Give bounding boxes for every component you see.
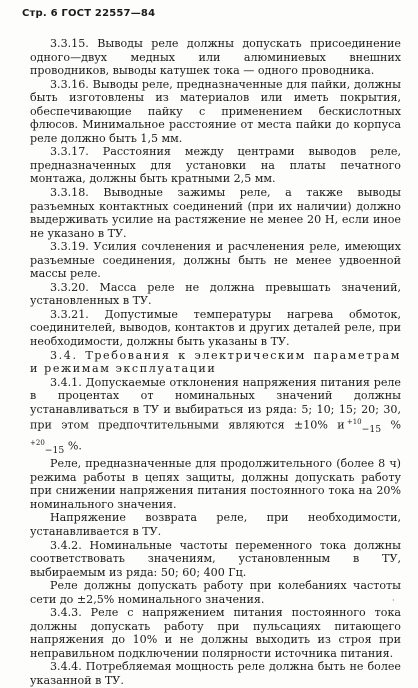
- page-header: Стр. 6 ГОСТ 22557—84: [22, 8, 156, 19]
- fraction-separator: %: [381, 419, 401, 432]
- fraction-b-top: +20: [30, 438, 45, 447]
- fraction-b-bottom: −15: [44, 444, 65, 456]
- paragraph-3-3-17: 3.3.17. Расстояния между центрами выводов реле, предназначенных для установки на платы печатного монтажа, должны быть кратными 2,5 мм.: [30, 145, 401, 186]
- paragraph-frequency-tolerance: Реле должны допускать работу при колебаниях частоты сети до ±2,5% номинального значения.: [30, 579, 401, 606]
- paragraph-3-4-3: 3.4.3. Реле с напряжением питания постоянного тока должны допускать работу при пульсациях питающего напряжения до 10% и не должны выходить из строя при неправильном подключении полярности источника питания.: [30, 606, 401, 660]
- paragraph-3-4-4: 3.4.4. Потребляемая мощность реле должна быть не более указанной в ТУ.: [30, 660, 401, 687]
- fraction-a-bottom: −15: [361, 424, 382, 436]
- paragraph-3-4-1-tail: %.: [64, 439, 82, 453]
- fraction-a-top: +10: [346, 418, 362, 427]
- section-title-3-4: 3.4. Требования к электрическим параметрам и режимам эксплуатации: [30, 348, 401, 376]
- paragraph-3-3-16: 3.3.16. Выводы реле, предназначенные для пайки, должны быть изготовлены из материалов или иметь покрытия, обеспечивающие пайку с применением бескислотных флюсов. Минимальное расстояние от места пайки до корпуса реле должно быть 1,5 мм.: [30, 77, 401, 145]
- paragraph-3-4-1-text: 3.4.1. Допускаемые отклонения напряжения питания реле в процентах от номинальных значений должны устанавливаться в ТУ и выбираться из ряда: 5; 10; 15; 20; 30, при этом предпочтительными являются ±10% и: [30, 375, 401, 432]
- paragraph-3-3-20: 3.3.20. Масса реле не должна превышать значений, установленных в ТУ.: [30, 280, 401, 308]
- paragraph-3-3-19: 3.3.19. Усилия сочленения и расчленения реле, имеющих разъемные соединения, должны быть не менее удвоенной массы реле.: [30, 240, 401, 281]
- paragraph-3-3-21: 3.3.21. Допустимые температуры нагрева обмоток, соединителей, выводов, контактов и других деталей реле, при необходимости, должны быть указаны в ТУ.: [30, 307, 401, 349]
- footer-mark: ·: [392, 596, 395, 605]
- paragraph-return-voltage: Напряжение возврата реле, при необходимости, устанавливается в ТУ.: [30, 511, 401, 538]
- paragraph-relay-protection: Реле, предназначенные для продолжительного (более 8 ч) режима работы в цепях защиты, должны допускать работу при снижении напряжения питания постоянного тока на 20% номинального значения.: [30, 457, 401, 511]
- paragraph-3-4-1: [30, 376, 401, 458]
- paragraph-3-4-2: 3.4.2. Номинальные частоты переменного тока должны соответствовать значениям, установленным в ТУ, выбираемым из ряда: 50; 60; 400 Гц.: [30, 538, 401, 579]
- document-body: [30, 37, 401, 688]
- paragraph-3-3-18: 3.3.18. Выводные зажимы реле, а также выводы разъемных контактных соединений (при их наличии) должно выдерживать усилие на растяжение не менее 20 Н, если иное не указано в ТУ.: [30, 186, 401, 240]
- paragraph-3-3-15: 3.3.15. Выводы реле должны допускать присоединение одного—двух медных или алюминиевых внешних проводников, выводы катушек тока — одного проводника.: [30, 37, 401, 78]
